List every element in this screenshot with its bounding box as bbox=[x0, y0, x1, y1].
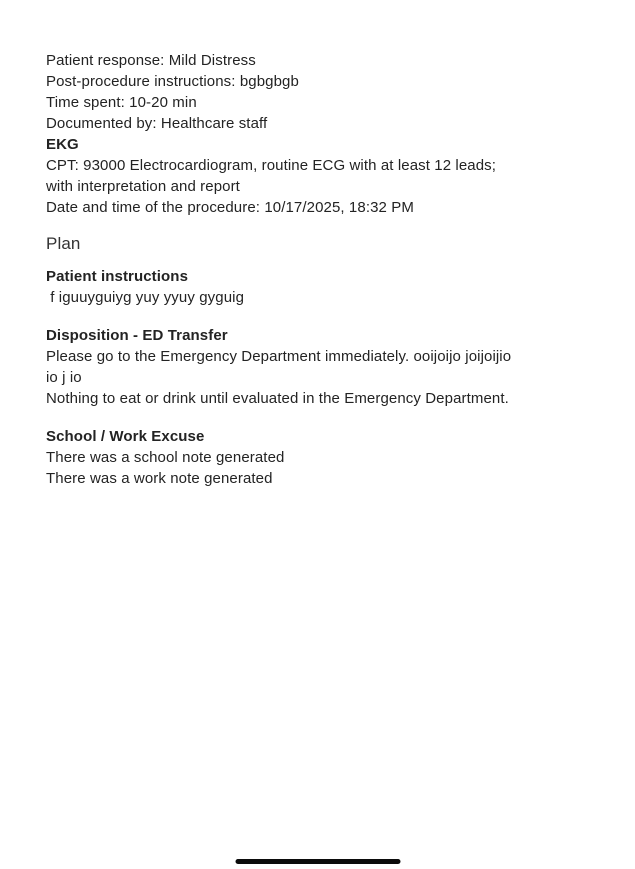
patient-instructions-heading: Patient instructions bbox=[46, 268, 189, 285]
ekg-line-cpt-continued: with interpretation and report bbox=[46, 178, 240, 195]
patient-instructions-text: f iguuyguiyg yuy yyuy gyguig bbox=[46, 289, 245, 306]
note-content bbox=[46, 50, 606, 489]
home-indicator[interactable] bbox=[235, 859, 400, 864]
disposition-section bbox=[46, 325, 606, 409]
disposition-line-2: io j io bbox=[46, 369, 82, 386]
disposition-line-1: Please go to the Emergency Department immediately. ooijoijo joijoijio bbox=[46, 348, 512, 365]
disposition-heading: Disposition - ED Transfer bbox=[46, 327, 228, 344]
school-work-excuse-section bbox=[46, 426, 606, 489]
school-work-excuse-heading: School / Work Excuse bbox=[46, 428, 205, 445]
disposition-line-3: Nothing to eat or drink until evaluated in the Emergency Department. bbox=[46, 390, 509, 407]
procedure-detail-line-documented-by: Documented by: Healthcare staff bbox=[46, 115, 268, 132]
procedure-detail-line-patient-response: Patient response: Mild Distress bbox=[46, 52, 256, 69]
procedure-detail-line-post-procedure-instructions: Post-procedure instructions: bgbgbgb bbox=[46, 73, 299, 90]
procedure-detail-line-time-spent: Time spent: 10-20 min bbox=[46, 94, 197, 111]
plan-heading: Plan bbox=[46, 234, 81, 253]
ekg-heading: EKG bbox=[46, 136, 79, 153]
ekg-line-cpt: CPT: 93000 Electrocardiogram, routine ECG with at least 12 leads; bbox=[46, 157, 497, 174]
school-note-line: There was a school note generated bbox=[46, 449, 285, 466]
patient-instructions-section bbox=[46, 266, 606, 308]
work-note-line: There was a work note generated bbox=[46, 470, 273, 487]
ekg-line-date-time: Date and time of the procedure: 10/17/2025, 18:32 PM bbox=[46, 199, 414, 216]
